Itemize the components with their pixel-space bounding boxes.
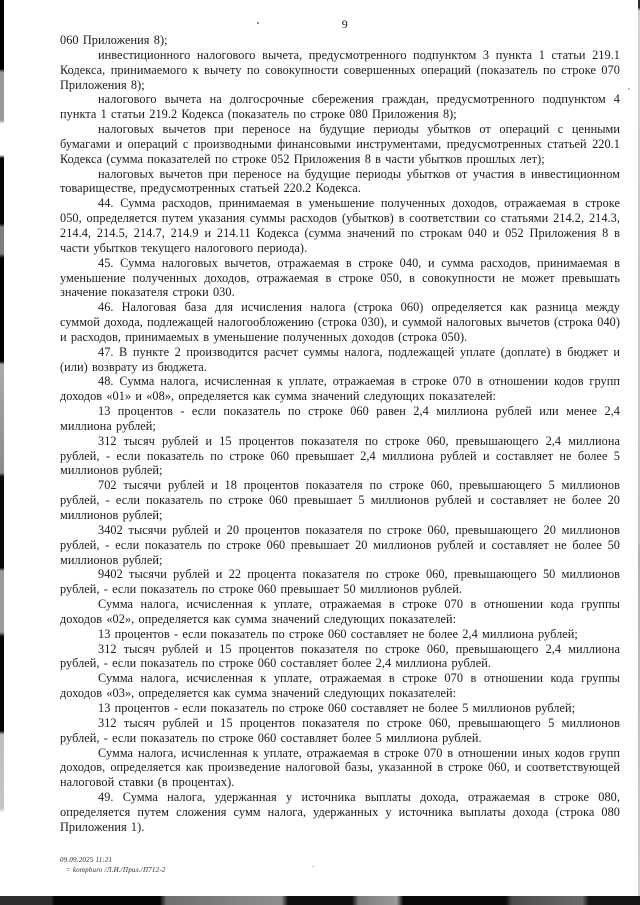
paragraph: 47. В пункте 2 производится расчет суммы налога, подлежащей уплате (доплате) в бюджет и (или) возврату из бюджета. (60, 344, 620, 374)
paragraph: 9402 тысячи рублей и 22 процента показателя по строке 060, превышающего 50 миллионов рублей, - если показатель по строке 060 превышает 50 миллионов рублей. (60, 567, 620, 597)
scan-artifact-left-edge (0, 0, 4, 860)
scan-artifact-bottom-bar (0, 896, 640, 905)
paragraph: 46. Налоговая база для исчисления налога (строка 060) определяется как разница между суммой дохода, подлежащей налогообложению (строка 030), и суммой налоговых вычетов (строка 040) и расходов, принимаемых в уменьшение полученных доходов (строка 050). (60, 300, 620, 344)
paragraph: Сумма налога, исчисленная к уплате, отражаемая в строке 070 в отношении кода группы доходов «03», определяется как сумма значений следующих показателей: (60, 671, 620, 701)
paragraph: налогового вычета на долгосрочные сбережения граждан, предусмотренного подпунктом 4 пункта 1 статьи 219.2 Кодекса (показатель по строке 080 Приложения 8); (60, 92, 620, 122)
paragraph: 13 процентов - если показатель по строке 060 составляет не более 5 миллионов рублей; (98, 700, 576, 715)
paragraph: инвестиционного налогового вычета, предусмотренного подпунктом 3 пункта 1 статьи 219.1 Кодекса, принимаемого к вычету по совокупности совершенных операций (показатель по строке 070 Приложения 8); (60, 47, 620, 92)
paragraph: 13 процентов - если показатель по строке 060 составляет не более 2,4 миллиона рублей; (98, 626, 578, 641)
paragraph: 13 процентов - если показатель по строке 060 равен 2,4 миллиона рублей или менее 2,4 миллиона рублей; (60, 404, 620, 433)
paragraph: 312 тысяч рублей и 15 процентов показателя по строке 060, превышающего 2,4 миллиона рублей, - если показатель по строке 060 составляет более 2,4 миллиона рублей. (60, 641, 620, 671)
page-number: 9 (341, 17, 349, 31)
paragraph: 44. Сумма расходов, принимаемая в уменьшение полученных доходов, отражаемая в строке 050, определяется путем указания суммы расходов (убытков) в соответствии со статьями 214.2, 214.3, 214.4, 214.5, 214.7, 214.9 и 214.11 Кодекса (сумма значений по строкам 040 и 052 Приложения 8 в части убытков текущего налогового периода). (60, 196, 620, 255)
paragraph: 312 тысяч рублей и 15 процентов показателя по строке 060, превышающего 5 миллионов рублей, - если показатель по строке 060 составляет более 5 миллиона рублей. (60, 715, 620, 745)
fax-stamp (60, 855, 166, 875)
stamp-timestamp: 09.09.2025 11:21 (60, 856, 113, 864)
paragraph: 45. Сумма налоговых вычетов, отражаемая в строке 040, и сумма расходов, принимаемая в уменьшение полученных доходов, отражаемая в строке 050, в совокупности не может превышать значение показателя строки 030. (60, 255, 620, 300)
paragraph: налоговых вычетов при переносе на будущие периоды убытков от операций с ценными бумагами и операций с производными финансовыми инструментами, предусмотренных статьей 220.1 Кодекса (сумма показателей по строке 052 Приложения 8 в части убытков прошлых лет); (60, 122, 620, 166)
scan-speck (312, 866, 314, 867)
paragraph: 3402 тысячи рублей и 20 процентов показателя по строке 060, превышающего 20 миллионов рублей, - если показатель по строке 060 превышает 20 миллионов рублей и составляет не более 50 миллионов рублей; (60, 522, 620, 567)
scan-speck (628, 88, 630, 90)
paragraph: 060 Приложения 8); (60, 33, 168, 47)
document-body (60, 33, 620, 835)
paragraph: Сумма налога, исчисленная к уплате, отражаемая в строке 070 в отношении кода группы доходов «02», определяется как сумма значений следующих показателей: (60, 597, 620, 626)
paragraph: Сумма налога, исчисленная к уплате, отражаемая в строке 070 в отношении иных кодов групп доходов, определяется как произведение налоговой базы, указанной в строке 060, и соответствующей налоговой ставки (в процентах). (60, 745, 620, 790)
stamp-reference: = kompburo /Л.И./Прил./П712-2 (66, 866, 166, 874)
paragraph: 49. Сумма налога, удержанная у источника выплаты дохода, отражаемая в строке 080, определяется путем сложения сумм налога, удержанных у источника выплаты дохода (строка 080 Приложения 1). (60, 790, 620, 834)
paragraph: 48. Сумма налога, исчисленная к уплате, отражаемая в строке 070 в отношении кодов групп доходов «01» и «08», определяется как сумма значений следующих показателей: (60, 374, 620, 404)
paragraph: 312 тысяч рублей и 15 процентов показателя по строке 060, превышающего 2,4 миллиона рублей, - если показатель по строке 060 превышает 2,4 миллиона рублей и составляет не более 5 миллионов рублей; (60, 433, 620, 478)
paragraph: 702 тысячи рублей и 18 процентов показателя по строке 060, превышающего 5 миллионов рублей, - если показатель по строке 060 превышает 5 миллионов рублей и составляет не более 20 миллионов рублей; (60, 478, 620, 522)
paragraph: налоговых вычетов при переносе на будущие периоды убытков от участия в инвестиционном товариществе, предусмотренных статьей 220.2 Кодекса. (60, 166, 620, 196)
